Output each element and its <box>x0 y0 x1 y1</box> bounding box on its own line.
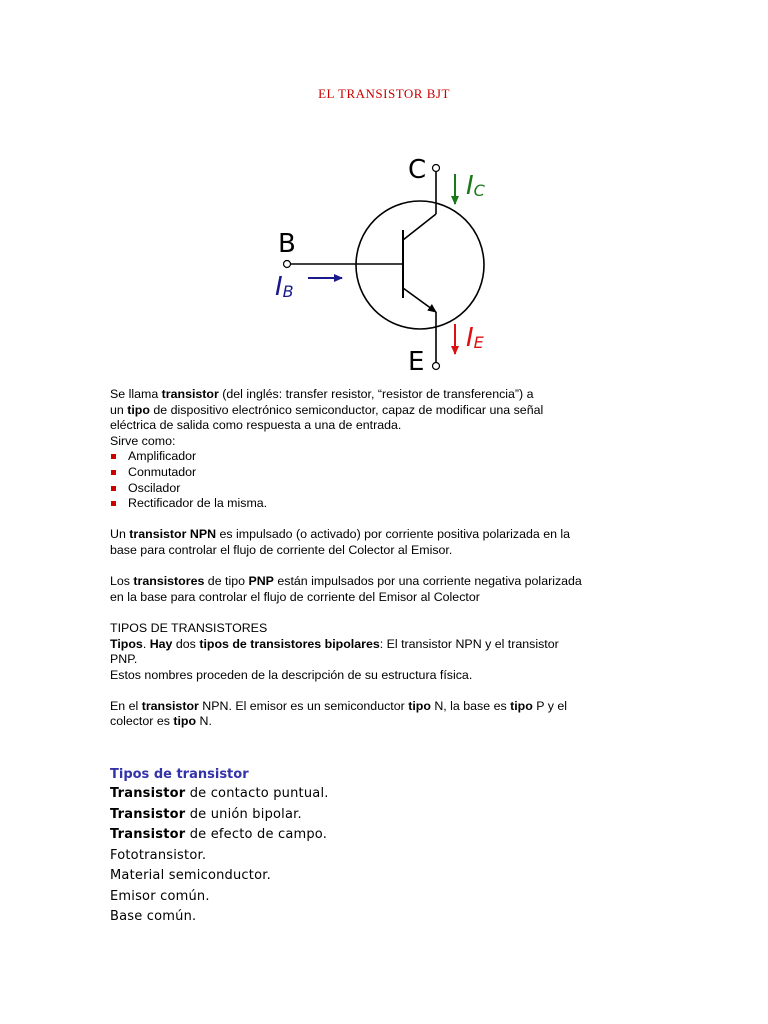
page-title: EL TRANSISTOR BJT <box>318 86 450 101</box>
label-ie: IE <box>466 323 484 353</box>
list-item: Base común. <box>110 909 197 924</box>
label-base: B <box>278 229 296 259</box>
list-item: Emisor común. <box>110 888 210 904</box>
list-item: Conmutador <box>110 465 670 481</box>
list-item: Transistor de efecto de campo. <box>110 827 328 842</box>
list-item: Oscilador <box>110 481 670 497</box>
emitter-terminal <box>433 363 440 370</box>
list-item: Transistor de unión bipolar. <box>110 806 302 822</box>
bjt-transistor-diagram <box>270 148 510 378</box>
list-item: Transistor de contacto puntual. <box>110 786 329 801</box>
label-ic: IC <box>466 171 485 201</box>
label-collector: C <box>408 155 427 185</box>
pnp-paragraph: Los transistores de tipo PNP están impulsados por una corriente negativa polarizada en la base para controlar el flujo de corriente del Emisor al Colector <box>110 574 582 604</box>
npn-description-paragraph: En el transistor NPN. El emisor es un semiconductor tipo N, la base es tipo P y el colector es tipo N. <box>110 698 568 729</box>
npn-paragraph: Un transistor NPN es impulsado (o activado) por corriente positiva polarizada en la base para controlar el flujo de corriente del Colector al Emisor. <box>110 527 571 557</box>
list-item: Material semiconductor. <box>110 868 271 883</box>
label-emitter: E <box>408 347 425 377</box>
list-item: Rectificador de la misma. <box>110 496 670 512</box>
main-content <box>110 387 670 730</box>
emitter-arrow <box>403 288 436 312</box>
collector-terminal <box>433 165 440 172</box>
intro-paragraph: Se llama transistor (del inglés: transfer resistor, “resistor de transferencia”) a un tipo de dispositivo electrónico semiconductor, capaz de modificar una señal eléctrica de salida como respuesta a una de entrada. Sirve como: <box>110 387 544 448</box>
list-item: Amplificador <box>110 449 670 465</box>
label-ib: IB <box>275 272 294 302</box>
types-heading: Tipos de transistor <box>110 767 249 782</box>
list-item: Fototransistor. <box>110 847 207 863</box>
uses-list <box>110 449 670 511</box>
tipos-paragraph: TIPOS DE TRANSISTORES Tipos. Hay dos tipos de transistores bipolares: El transistor NPN y el transistor PNP. Estos nombres proceden de la descripción de su estructura física. <box>110 620 559 682</box>
base-terminal <box>284 261 291 268</box>
transistor-envelope <box>356 201 484 329</box>
transistor-types-section <box>110 766 670 928</box>
